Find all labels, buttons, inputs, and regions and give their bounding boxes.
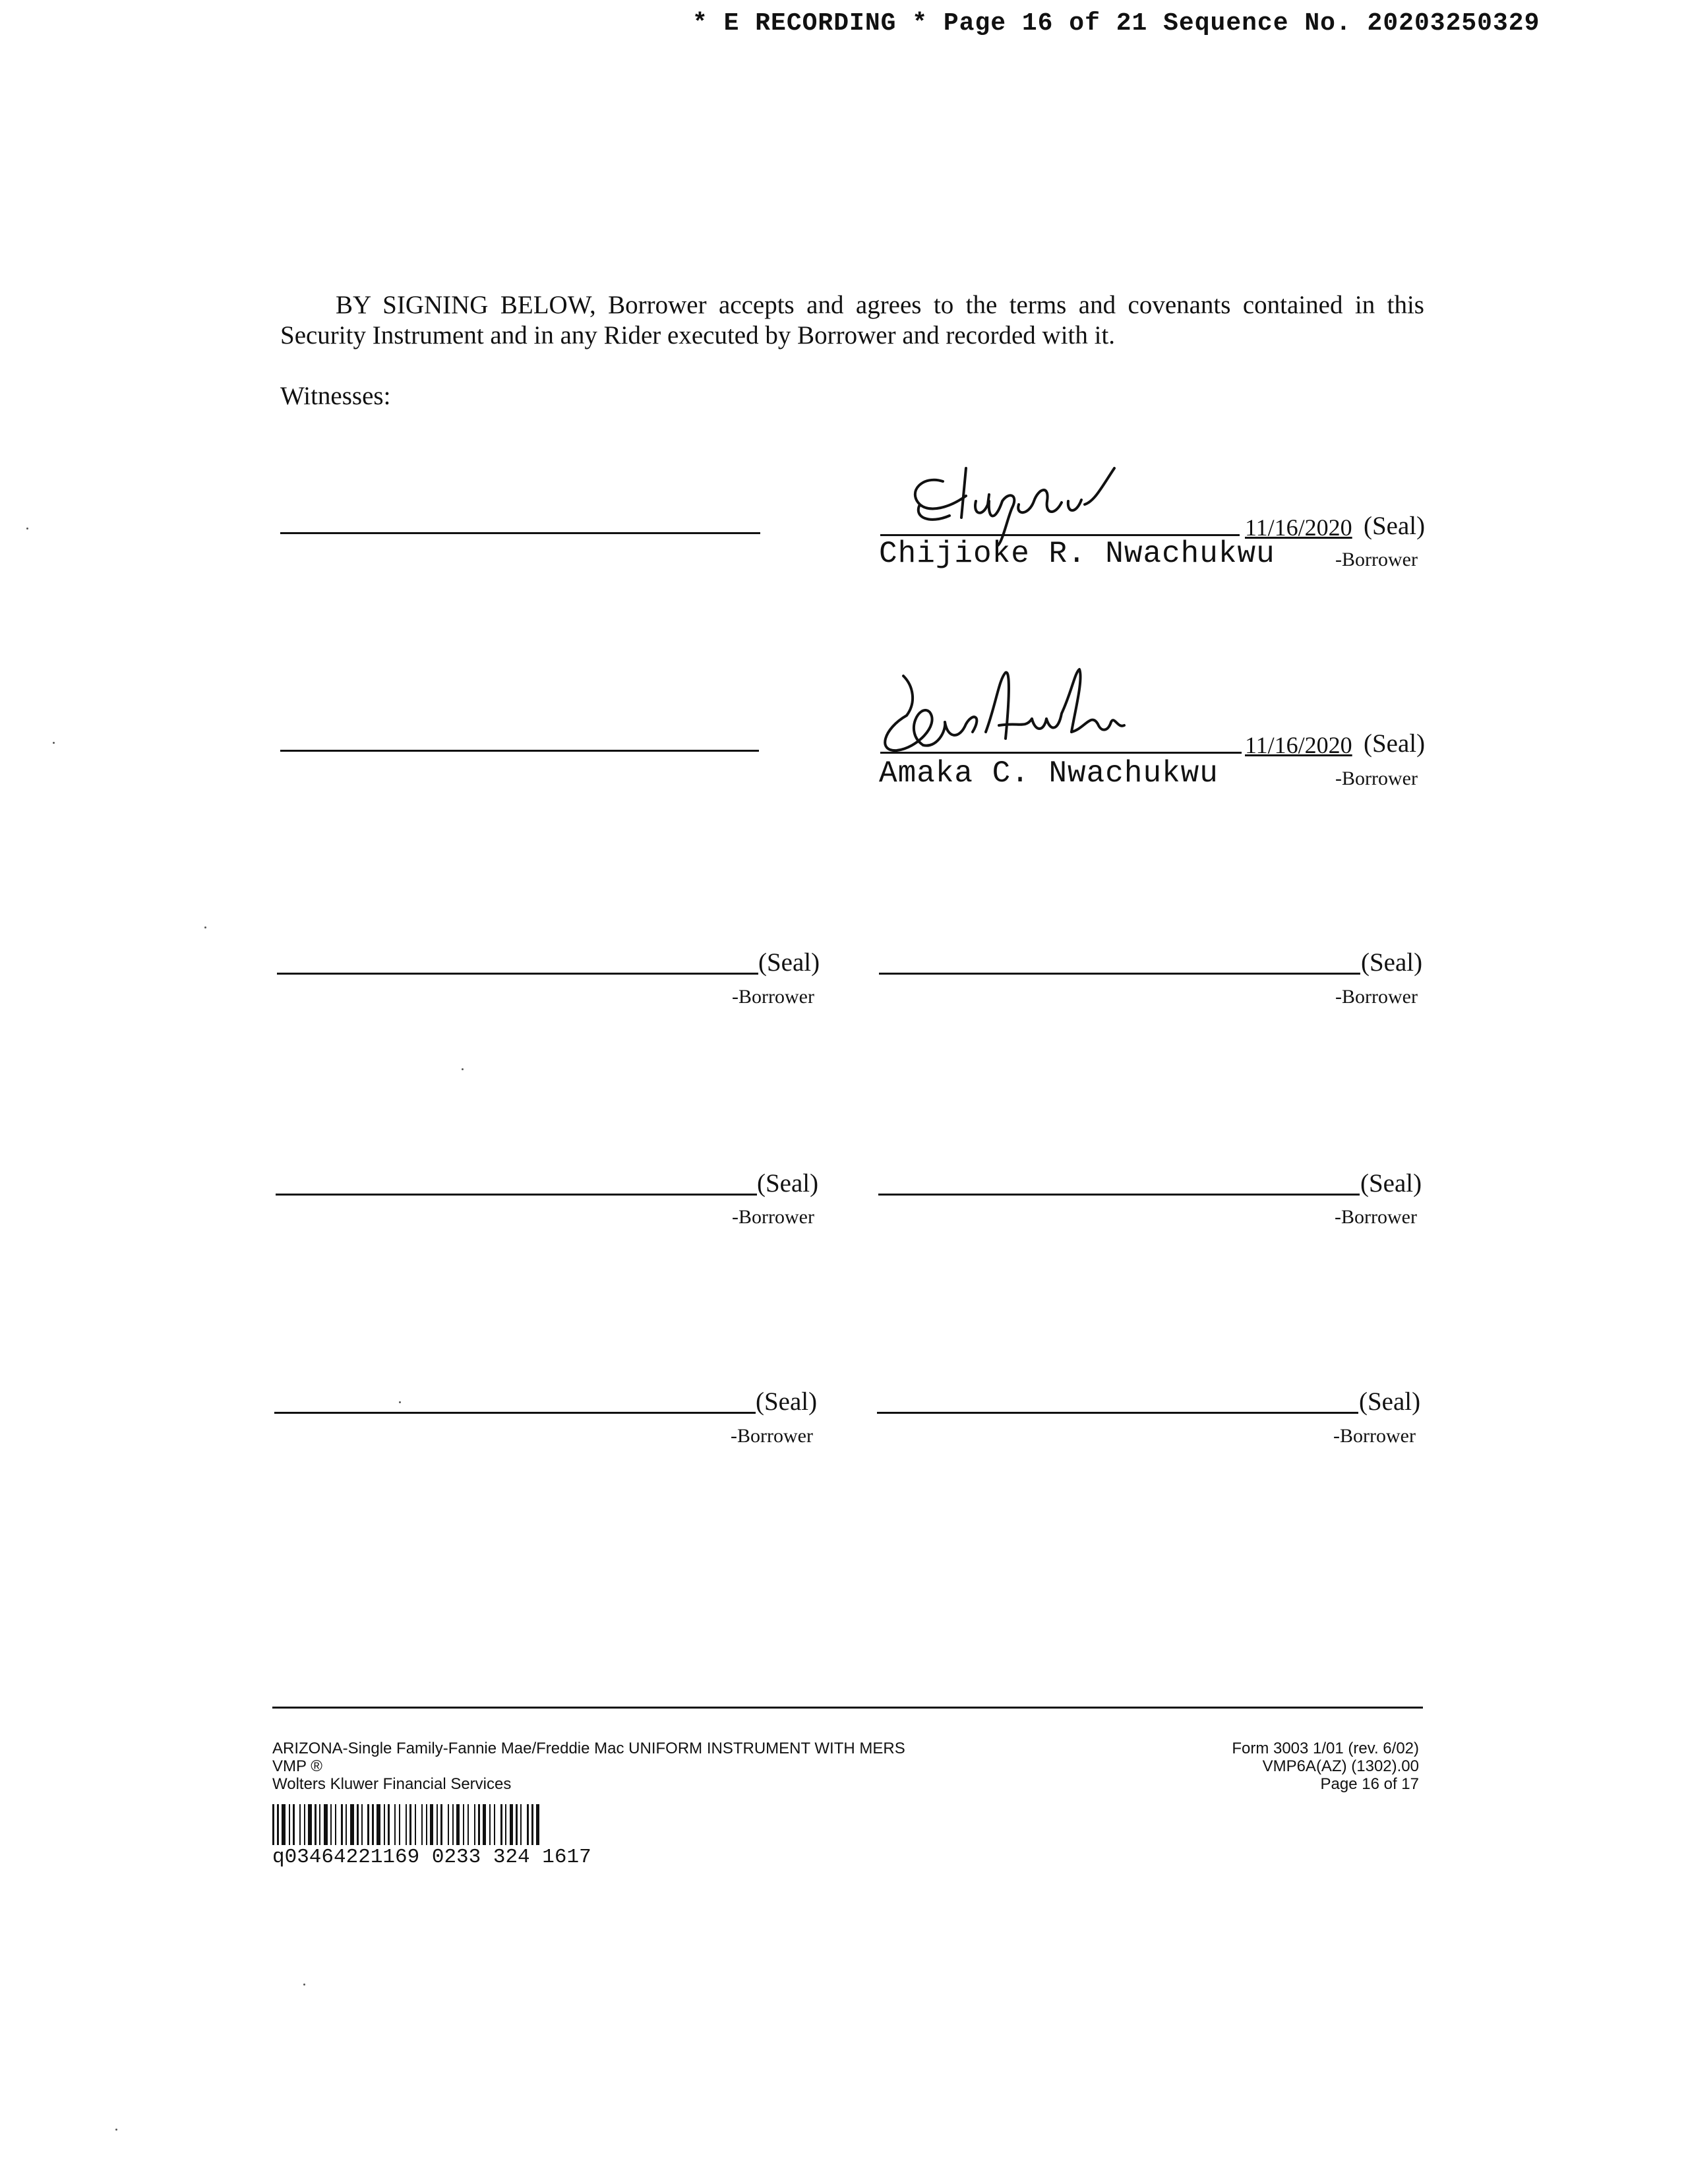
borrower-line-left-3	[274, 1412, 756, 1414]
barcode	[272, 1804, 721, 1845]
barcode-bar	[463, 1804, 464, 1845]
signer2-date: 11/16/2020	[1245, 732, 1352, 758]
footer-form-title: ARIZONA-Single Family-Fannie Mae/Freddie Mac UNIFORM INSTRUMENT WITH MERS	[272, 1740, 905, 1757]
signer2-signature-line	[880, 752, 1242, 754]
signer1-date: 11/16/2020	[1245, 514, 1352, 541]
barcode-bar	[299, 1804, 301, 1845]
borrower-line-right-2	[878, 1194, 1360, 1196]
signer1-borrower-label: -Borrower	[1335, 549, 1418, 570]
borrower-left-3: -Borrower	[731, 1425, 813, 1447]
barcode-bar	[324, 1804, 328, 1845]
signer2-typed-name: Amaka C. Nwachukwu	[879, 756, 1219, 791]
barcode-bar	[388, 1804, 390, 1845]
barcode-bar	[456, 1804, 460, 1845]
barcode-bar	[531, 1804, 533, 1845]
borrower-line-left-2	[276, 1194, 757, 1196]
signer2-seal: (Seal)	[1364, 729, 1426, 758]
scan-speck	[303, 1984, 305, 1986]
scan-speck	[399, 1401, 401, 1403]
signer1-typed-name: Chijioke R. Nwachukwu	[879, 537, 1275, 571]
barcode-bar	[357, 1804, 359, 1845]
borrower-right-2: -Borrower	[1335, 1206, 1417, 1228]
barcode-bar	[361, 1804, 363, 1845]
barcode-bar	[478, 1804, 480, 1845]
barcode-bar	[277, 1804, 279, 1845]
barcode-bar	[415, 1804, 416, 1845]
barcode-bar	[394, 1804, 396, 1845]
barcode-bar	[330, 1804, 332, 1845]
scan-speck	[53, 742, 55, 744]
signature-amaka	[874, 666, 1151, 765]
barcode-bar	[293, 1804, 295, 1845]
barcode-bar	[505, 1804, 506, 1845]
borrower-line-right-1	[879, 973, 1360, 975]
barcode-bar	[500, 1804, 502, 1845]
barcode-bar	[289, 1804, 290, 1845]
scan-speck	[204, 926, 206, 928]
barcode-bar	[437, 1804, 438, 1845]
scan-speck	[462, 1068, 464, 1070]
seal-right-1: (Seal)	[1361, 948, 1423, 977]
barcode-bar	[527, 1804, 529, 1845]
barcode-bar	[399, 1804, 400, 1845]
barcode-bar	[494, 1804, 495, 1845]
barcode-bar	[341, 1804, 343, 1845]
signing-statement	[280, 290, 1424, 351]
footer-publisher: Wolters Kluwer Financial Services	[272, 1775, 512, 1793]
signature-chijioke	[903, 455, 1128, 547]
barcode-bar	[536, 1804, 539, 1845]
witness-line-1	[280, 532, 760, 534]
barcode-bar	[520, 1804, 522, 1845]
borrower-left-1: -Borrower	[732, 986, 814, 1008]
footer-left	[272, 1740, 905, 1793]
barcode-bar	[304, 1804, 305, 1845]
footer-rule	[272, 1707, 1423, 1709]
seal-left-2: (Seal)	[757, 1169, 819, 1198]
footer-right	[1121, 1740, 1419, 1793]
seal-left-3: (Seal)	[756, 1387, 818, 1416]
barcode-bar	[272, 1804, 274, 1845]
barcode-bar	[350, 1804, 354, 1845]
footer-page-number: Page 16 of 17	[1320, 1775, 1419, 1793]
barcode-bar	[377, 1804, 380, 1845]
borrower-right-3: -Borrower	[1333, 1425, 1416, 1447]
barcode-bar	[335, 1804, 336, 1845]
scan-speck	[26, 528, 28, 530]
barcode-bar	[426, 1804, 427, 1845]
borrower-right-1: -Borrower	[1335, 986, 1418, 1008]
footer-vmp-code: VMP6A(AZ) (1302).00	[1262, 1757, 1419, 1775]
barcode-bar	[483, 1804, 486, 1845]
witnesses-label: Witnesses:	[280, 382, 391, 410]
barcode-bar	[308, 1804, 312, 1845]
barcode-bar	[516, 1804, 518, 1845]
signer1-seal: (Seal)	[1364, 512, 1426, 540]
footer-vmp: VMP ®	[272, 1757, 322, 1775]
barcode-bar	[440, 1804, 442, 1845]
barcode-bar	[282, 1804, 286, 1845]
barcode-bar	[372, 1804, 374, 1845]
barcode-text: q03464221169 0233 324 1617	[272, 1846, 591, 1869]
barcode-bar	[510, 1804, 513, 1845]
barcode-bar	[409, 1804, 411, 1845]
seal-right-3: (Seal)	[1359, 1387, 1421, 1416]
recording-header: * E RECORDING * Page 16 of 21 Sequence No. 20203250329	[692, 9, 1540, 38]
barcode-bar	[384, 1804, 385, 1845]
barcode-bar	[319, 1804, 320, 1845]
signing-statement-text: BY SIGNING BELOW, Borrower accepts and agrees to the terms and covenants contained in this Security Instrument and in any Rider executed by Borrower and recorded with it.	[280, 291, 1424, 349]
barcode-bar	[448, 1804, 449, 1845]
barcode-bar	[367, 1804, 369, 1845]
witness-line-2	[280, 750, 759, 752]
borrower-left-2: -Borrower	[732, 1206, 814, 1228]
signer2-borrower-label: -Borrower	[1335, 768, 1418, 789]
borrower-line-right-3	[877, 1412, 1358, 1414]
barcode-bar	[489, 1804, 491, 1845]
scan-speck	[115, 2129, 117, 2131]
footer-form-number: Form 3003 1/01 (rev. 6/02)	[1232, 1740, 1419, 1757]
barcode-bar	[406, 1804, 407, 1845]
barcode-bar	[474, 1804, 475, 1845]
borrower-line-left-1	[277, 973, 758, 975]
barcode-bar	[315, 1804, 316, 1845]
barcode-bar	[452, 1804, 454, 1845]
signer1-signature-line	[880, 534, 1240, 536]
barcode-bar	[467, 1804, 469, 1845]
barcode-bar	[421, 1804, 423, 1845]
barcode-bar	[430, 1804, 433, 1845]
seal-right-2: (Seal)	[1360, 1169, 1422, 1198]
seal-left-1: (Seal)	[758, 948, 820, 977]
barcode-bar	[346, 1804, 347, 1845]
